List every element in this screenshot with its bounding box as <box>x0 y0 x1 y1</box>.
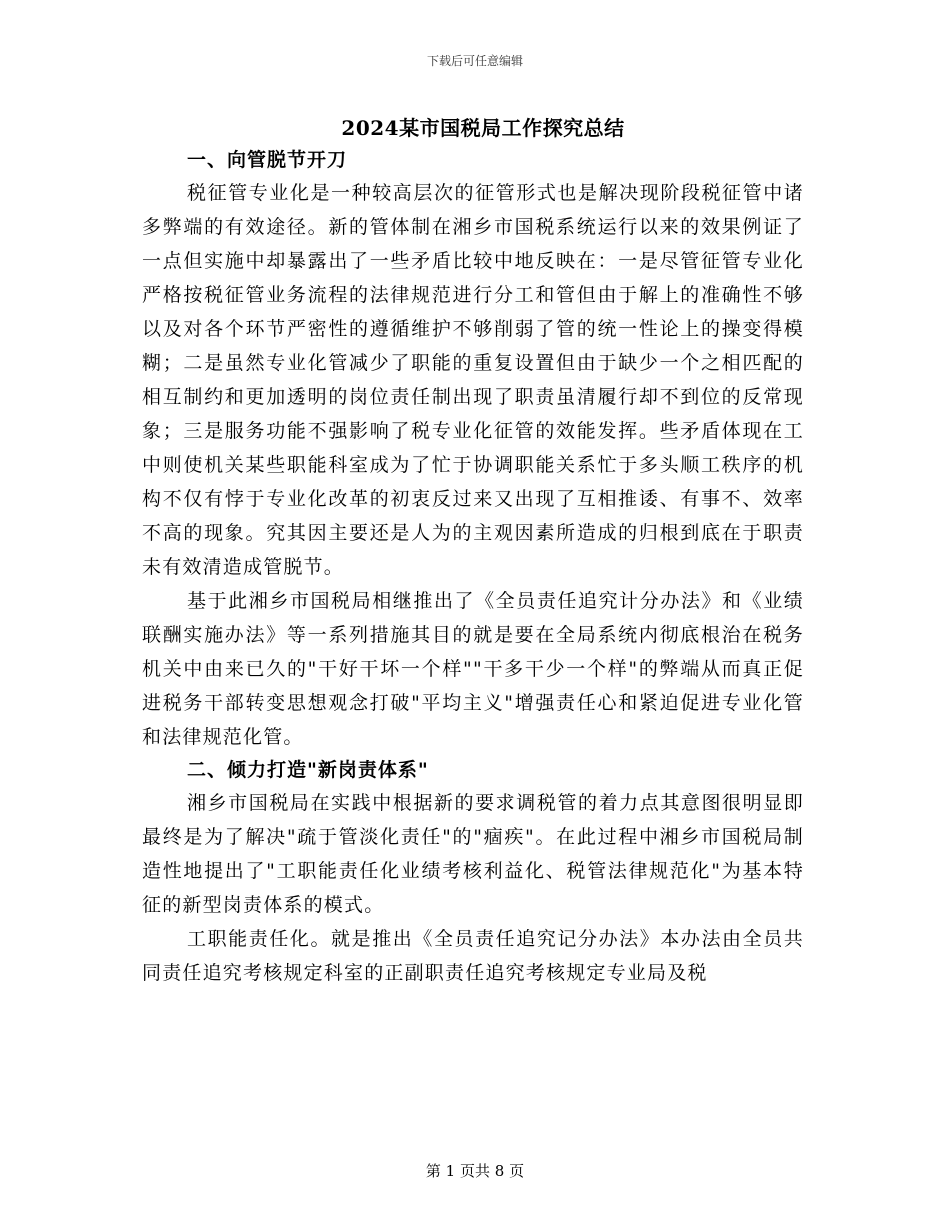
paragraph: 湘乡市国税局在实践中根据新的要求调税管的着力点其意图很明显即最终是为了解决"疏于管淡化责任"的"痼疾"。在此过程中湘乡市国税局制造性地提出了"工职能责任化业绩考核利益化、税管法律规范化"为基本特征的新型岗责体系的模式。 <box>142 792 804 916</box>
document-body <box>142 112 804 990</box>
section-heading-2: 二、倾力打造"新岗责体系" <box>187 759 429 781</box>
paragraph: 税征管专业化是一种较高层次的征管形式也是解决现阶段税征管中诸多弊端的有效途径。新的管体制在湘乡市国税系统运行以来的效果例证了一点但实施中却暴露出了一些矛盾比较中地反映在：一是尽管征管专业化严格按税征管业务流程的法律规范进行分工和管但由于解上的准确性不够以及对各个环节严密性的遵循维护不够削弱了管的统一性论上的操变得模糊；二是虽然专业化管减少了职能的重复设置但由于缺少一个之相匹配的相互制约和更加透明的岗位责任制出现了职责虽清履行却不到位的反常现象；三是服务功能不强影响了税专业化征管的效能发挥。些矛盾体现在工中则使机关某些职能科室成为了忙于协调职能关系忙于多头顺工秩序的机构不仅有悖于专业化改革的初衷反过来又出现了互相推诿、有事不、效率不高的现象。究其因主要还是人为的主观因素所造成的归根到底在于职责未有效清造成管脱节。 <box>142 182 804 578</box>
document-title: 2024某市国税局工作探究总结 <box>341 116 625 140</box>
page-number: 第 1 页共 8 页 <box>425 1162 525 1180</box>
paragraph: 工职能责任化。就是推出《全员责任追究记分办法》本办法由全员共同责任追究考核规定科室的正副职责任追究考核规定专业局及税 <box>142 928 804 984</box>
paragraph: 基于此湘乡市国税局相继推出了《全员责任追究计分办法》和《业绩联酬实施办法》等一系列措施其目的就是要在全局系统内彻底根治在税务机关中由来已久的"干好干坏一个样""干多干少一个样"的弊端从而真正促进税务干部转变思想观念打破"平均主义"增强责任心和紧迫促进专业化管和法律规范化管。 <box>142 590 804 748</box>
header-note: 下载后可任意编辑 <box>426 54 523 68</box>
section-heading-1: 一、向管脱节开刀 <box>187 149 348 171</box>
